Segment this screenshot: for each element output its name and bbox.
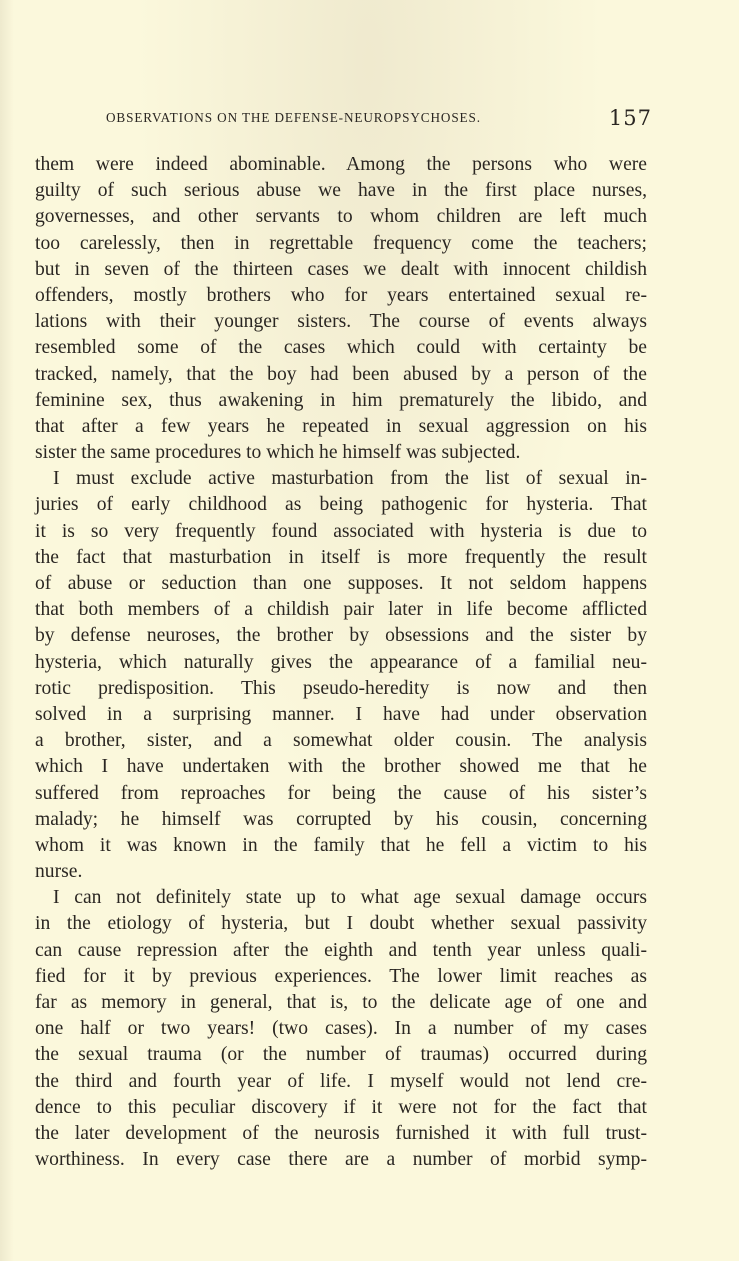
text-line: nurse. [35, 861, 83, 883]
text-line: fied for it by previous experiences. The lower limit reaches as [35, 965, 647, 987]
text-line: it is so very frequently found associated with hysteria is due to [35, 520, 647, 542]
text-line: I must exclude active masturbation from the list of sexual in- [53, 468, 647, 490]
text-line: offenders, mostly brothers who for years entertained sexual re- [35, 284, 647, 306]
text-line: malady; he himself was corrupted by his cousin, concerning [35, 808, 647, 830]
text-line: rotic predisposition. This pseudo-heredity is now and then [35, 677, 647, 699]
text-line: feminine sex, thus awakening in him prematurely the libido, and [35, 389, 647, 411]
paragraph-3 [35, 885, 647, 1173]
text-line: can cause repression after the eighth and tenth year unless quali- [35, 939, 647, 961]
text-line: which I have undertaken with the brother showed me that he [35, 756, 647, 778]
text-line: far as memory in general, that is, to the delicate age of one and [35, 992, 647, 1013]
running-title: OBSERVATIONS ON THE DEFENSE-NEUROPSYCHOSES. [106, 110, 481, 125]
text-line: one half or two years! (two cases). In a number of my cases [35, 1018, 647, 1040]
text-line: them were indeed abominable. Among the persons who were [35, 154, 647, 175]
text-line: dence to this peculiar discovery if it were not for the fact that [35, 1096, 647, 1118]
text-line: too carelessly, then in regrettable frequency come the teachers; [35, 232, 647, 254]
text-line: governesses, and other servants to whom children are left much [35, 206, 647, 228]
text-line: by defense neuroses, the brother by obsessions and the sister by [35, 625, 647, 647]
text-line: whom it was known in the family that he fell a victim to his [35, 834, 647, 856]
running-head [106, 106, 652, 132]
text-line: the sexual trauma (or the number of traumas) occurred during [35, 1044, 647, 1066]
text-line: the fact that masturbation in itself is more frequently the result [35, 546, 647, 568]
text-line: juries of early childhood as being pathogenic for hysteria. That [35, 494, 647, 516]
text-line: I can not definitely state up to what age sexual damage occurs [53, 887, 647, 909]
text-line: tracked, namely, that the boy had been abused by a person of the [35, 363, 647, 385]
paragraph-2 [35, 466, 647, 885]
page-number: 157 [608, 106, 652, 130]
text-line: a brother, sister, and a somewhat older cousin. The analysis [35, 730, 647, 752]
text-line: but in seven of the thirteen cases we dealt with innocent childish [35, 258, 647, 280]
text-line: guilty of such serious abuse we have in the first place nurses, [35, 180, 647, 202]
text-line: the third and fourth year of life. I myself would not lend cre- [35, 1070, 647, 1092]
text-line: the later development of the neurosis furnished it with full trust- [35, 1122, 647, 1144]
text-line: in the etiology of hysteria, but I doubt whether sexual passivity [35, 913, 647, 935]
paragraph-1 [35, 152, 647, 466]
text-line: that after a few years he repeated in sexual aggression on his [35, 415, 647, 437]
text-line: hysteria, which naturally gives the appearance of a familial neu- [35, 651, 647, 673]
text-line: resembled some of the cases which could with certainty be [35, 337, 647, 359]
text-line: solved in a surprising manner. I have had under observation [35, 703, 647, 725]
text-line: lations with their younger sisters. The course of events always [35, 311, 647, 333]
text-line: of abuse or seduction than one supposes. It not seldom happens [35, 573, 647, 594]
text-line: that both members of a childish pair later in life become afflicted [35, 599, 647, 621]
body-text [35, 152, 647, 1173]
text-line: sister the same procedures to which he himself was subjected. [35, 442, 521, 464]
text-line: suffered from reproaches for being the cause of his sister’s [35, 782, 647, 804]
text-line: worthiness. In every case there are a number of morbid symp- [35, 1149, 647, 1171]
